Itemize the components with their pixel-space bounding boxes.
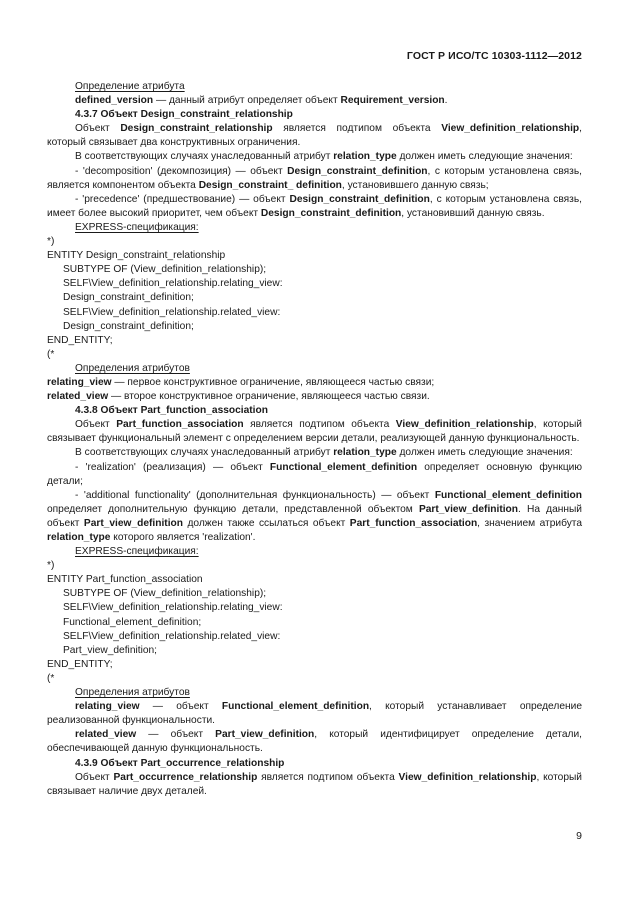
code-line: END_ENTITY;	[47, 334, 113, 346]
attr-definition-heading: Определение атрибута	[75, 81, 185, 92]
code-line: *)	[47, 560, 55, 572]
list-item: - 'precedence' (предшествование) — объект Design_constraint_definition, с которым установлена связь, имеет более высокий приоритет, чем объект Design_constraint_definition, установивший данную связь.	[47, 193, 582, 219]
section-heading-4-3-8: 4.3.8 Объект Part_function_association	[75, 405, 268, 417]
code-line: SELF\View_definition_relationship.relating_view:	[63, 278, 283, 290]
attr-definitions-heading: Определения атрибутов	[75, 362, 190, 374]
list-item: - 'additional functionality' (дополнительная функциональность) — объект Functional_element_definition определяет дополнительную функцию детали, представленной объектом Part_view_definition. На данный объект Part_view_definition должен также ссылаться объект Part_function_association, значением атрибута relation_type которого является 'realization'.	[47, 489, 583, 543]
code-line: Design_constraint_definition;	[63, 320, 194, 332]
express-spec-label: EXPRESS-спецификация:	[75, 546, 199, 558]
paragraph: Объект Design_constraint_relationship является подтипом объекта View_definition_relationship, который связывает два конструктивных ограничения.	[47, 123, 582, 149]
attr-definition-paragraph: defined_version — данный атрибут определяет объект Requirement_version.	[75, 95, 448, 107]
attr-definitions-heading: Определения атрибутов	[75, 687, 190, 699]
code-line: SELF\View_definition_relationship.relating_view:	[63, 602, 283, 614]
code-line: Functional_element_definition;	[63, 616, 202, 628]
code-line: END_ENTITY;	[47, 658, 113, 670]
code-line: SUBTYPE OF (View_definition_relationship);	[63, 588, 267, 600]
code-line: ENTITY Part_function_association	[47, 574, 203, 586]
code-line: Design_constraint_definition;	[63, 292, 194, 304]
list-item: - 'realization' (реализация) — объект Functional_element_definition определяет основную функцию детали;	[47, 461, 582, 487]
section-heading-4-3-7: 4.3.7 Объект Design_constraint_relationship	[75, 109, 293, 121]
code-line: SELF\View_definition_relationship.related_view:	[63, 630, 281, 642]
code-line: ENTITY Design_constraint_relationship	[47, 250, 226, 262]
paragraph: В соответствующих случаях унаследованный атрибут relation_type должен иметь следующие значения:	[75, 447, 573, 459]
code-line: SUBTYPE OF (View_definition_relationship);	[63, 264, 267, 276]
paragraph: В соответствующих случаях унаследованный атрибут relation_type должен иметь следующие значения:	[75, 151, 573, 163]
code-line: (*	[47, 348, 55, 360]
section-heading-4-3-9: 4.3.9 Объект Part_occurrence_relationship	[75, 757, 285, 769]
attr-definition: related_view — второе конструктивное ограничение, являющееся частью связи.	[47, 391, 430, 403]
document-body	[47, 80, 582, 799]
express-spec-label: EXPRESS-спецификация:	[75, 221, 199, 233]
code-line: SELF\View_definition_relationship.related_view:	[63, 306, 281, 318]
attr-definition: related_view — объект Part_view_definition, который идентифицирует определение детали, обеспечивающей данную функциональность.	[47, 729, 582, 755]
code-line: (*	[47, 672, 55, 684]
attr-definition: relating_view — первое конструктивное ограничение, являющееся частью связи;	[47, 376, 435, 388]
paragraph: Объект Part_occurrence_relationship является подтипом объекта View_definition_relationship, который связывает наличие двух деталей.	[47, 771, 582, 797]
document-header: ГОСТ Р ИСО/ТС 10303-1112—2012	[406, 50, 582, 62]
code-line: Part_view_definition;	[63, 644, 158, 656]
list-item: - 'decomposition' (декомпозиция) — объект Design_constraint_definition, с которым установлена связь, является компонентом объекта Design_constraint_ definition, установившего данную связь;	[47, 165, 582, 191]
code-line: *)	[47, 236, 55, 248]
paragraph: Объект Part_function_association является подтипом объекта View_definition_relationship, который связывает функциональный элемент с определением версии детали, реализующей данную функциональность.	[47, 419, 582, 445]
page-number: 9	[576, 830, 582, 842]
attr-definition: relating_view — объект Functional_element_definition, который устанавливает определение реализованной функциональности.	[47, 701, 582, 727]
